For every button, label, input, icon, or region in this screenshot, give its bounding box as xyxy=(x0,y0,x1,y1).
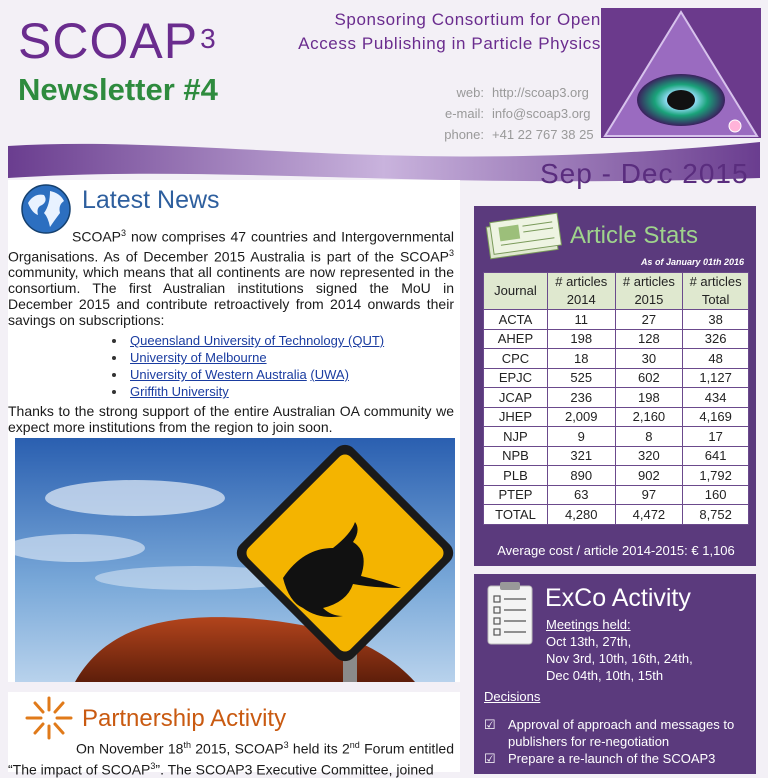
table-row: JCAP 236 198 434 xyxy=(484,388,749,408)
newsletter-title: SCOAP$^3$ xyxy=(18,13,217,69)
article-stats-heading: Article Stats xyxy=(570,222,699,249)
consortium-tagline: Sponsoring Consortium for Open Access Publishing in Particle Physics xyxy=(298,10,601,53)
scoap3-logo xyxy=(601,8,761,138)
contact-block: web: http://scoap3.org e-mail: info@scoap3.org phone: +41 22 767 38 25 xyxy=(400,82,600,145)
decisions-list xyxy=(484,716,754,767)
list-item: ☑ Approval of approach and messages to publishers for re-negotiation xyxy=(484,717,735,749)
table-row: AHEP 198 128 326 xyxy=(484,329,749,349)
table-row: PTEP 63 97 160 xyxy=(484,485,749,505)
table-row: ACTA 11 27 38 xyxy=(484,310,749,330)
list-item xyxy=(112,383,384,400)
phone-number: +41 22 767 38 25 xyxy=(492,127,594,142)
table-row: JHEP 2,009 2,160 4,169 xyxy=(484,407,749,427)
sunburst-icon xyxy=(20,694,78,740)
list-item xyxy=(112,349,384,366)
meetings-held: Meetings held: Oct 13th, 27th, Nov 3rd, 10th, 16th, 24th, Dec 04th, 10th, 15th xyxy=(546,617,693,683)
institution-link-griffith[interactable]: Griffith University xyxy=(130,384,229,399)
table-row-total: TOTAL 4,280 4,472 8,752 xyxy=(484,505,749,525)
clipboard-checklist-icon xyxy=(484,580,536,646)
web-link[interactable]: http://scoap3.org xyxy=(492,85,589,100)
article-stats-table xyxy=(483,272,749,525)
table-row: EPJC 525 602 1,127 xyxy=(484,368,749,388)
kangaroo-sign-photo xyxy=(15,438,455,682)
stats-as-of-date: As of January 01th 2016 xyxy=(640,257,744,267)
column-header: # articles Total xyxy=(683,273,749,310)
partnership-paragraph: On November 18th 2015, SCOAP$^3$ held its 2nd Forum entitled “The impact of SCOAP$^3$”. The SCOAP3 Executive Committee, joined xyxy=(8,740,455,778)
partnership-heading: Partnership Activity xyxy=(82,705,287,732)
email-link[interactable]: info@scoap3.org xyxy=(492,106,591,121)
list-item xyxy=(112,366,384,383)
institution-list xyxy=(112,332,384,400)
checkbox-icon: ☑ xyxy=(484,751,496,766)
list-item xyxy=(112,332,384,349)
institution-link-melbourne[interactable]: University of Melbourne xyxy=(130,350,267,365)
latest-news-closing: Thanks to the strong support of the entire Australian OA community we expect more institutions from the region to join soon. xyxy=(8,403,454,435)
institution-link-qut[interactable]: Queensland University of Technology (QUT) xyxy=(130,333,385,348)
latest-news-paragraph: SCOAP$^3$ now comprises 47 countries and Intergovernmental Organisations. As of December 2015 Australia is part of the SCOAP$^3$ community, which means that all continents are now represented in the consortium. The first Australian institutions signed the MoU in December 2015 and contribute retroactively from 2014 onwards their savings on subscriptions: xyxy=(8,228,454,329)
newsletter-number: Newsletter #4 xyxy=(18,72,218,107)
column-header: # articles 2015 xyxy=(615,273,683,310)
table-row: NPB 321 320 641 xyxy=(484,446,749,466)
column-header: # articles 2014 xyxy=(547,273,615,310)
table-row: NJP 9 8 17 xyxy=(484,427,749,447)
latest-news-heading: Latest News xyxy=(82,186,220,214)
table-row: PLB 890 902 1,792 xyxy=(484,466,749,486)
issue-date: Sep - Dec 2015 xyxy=(540,158,749,189)
average-cost: Average cost / article 2014-2015: € 1,106 xyxy=(497,543,735,558)
checkbox-icon: ☑ xyxy=(484,717,496,732)
papers-icon xyxy=(482,212,566,262)
exco-activity-heading: ExCo Activity xyxy=(545,584,691,612)
institution-link-uwa-abbr[interactable]: (UWA) xyxy=(310,367,349,382)
decisions-label: Decisions xyxy=(484,689,541,704)
column-header: Journal xyxy=(484,273,548,310)
list-item: ☑ Prepare a re-launch of the SCOAP3 xyxy=(484,751,716,766)
table-row: CPC 18 30 48 xyxy=(484,349,749,369)
institution-link-uwa[interactable]: University of Western Australia xyxy=(130,367,307,382)
